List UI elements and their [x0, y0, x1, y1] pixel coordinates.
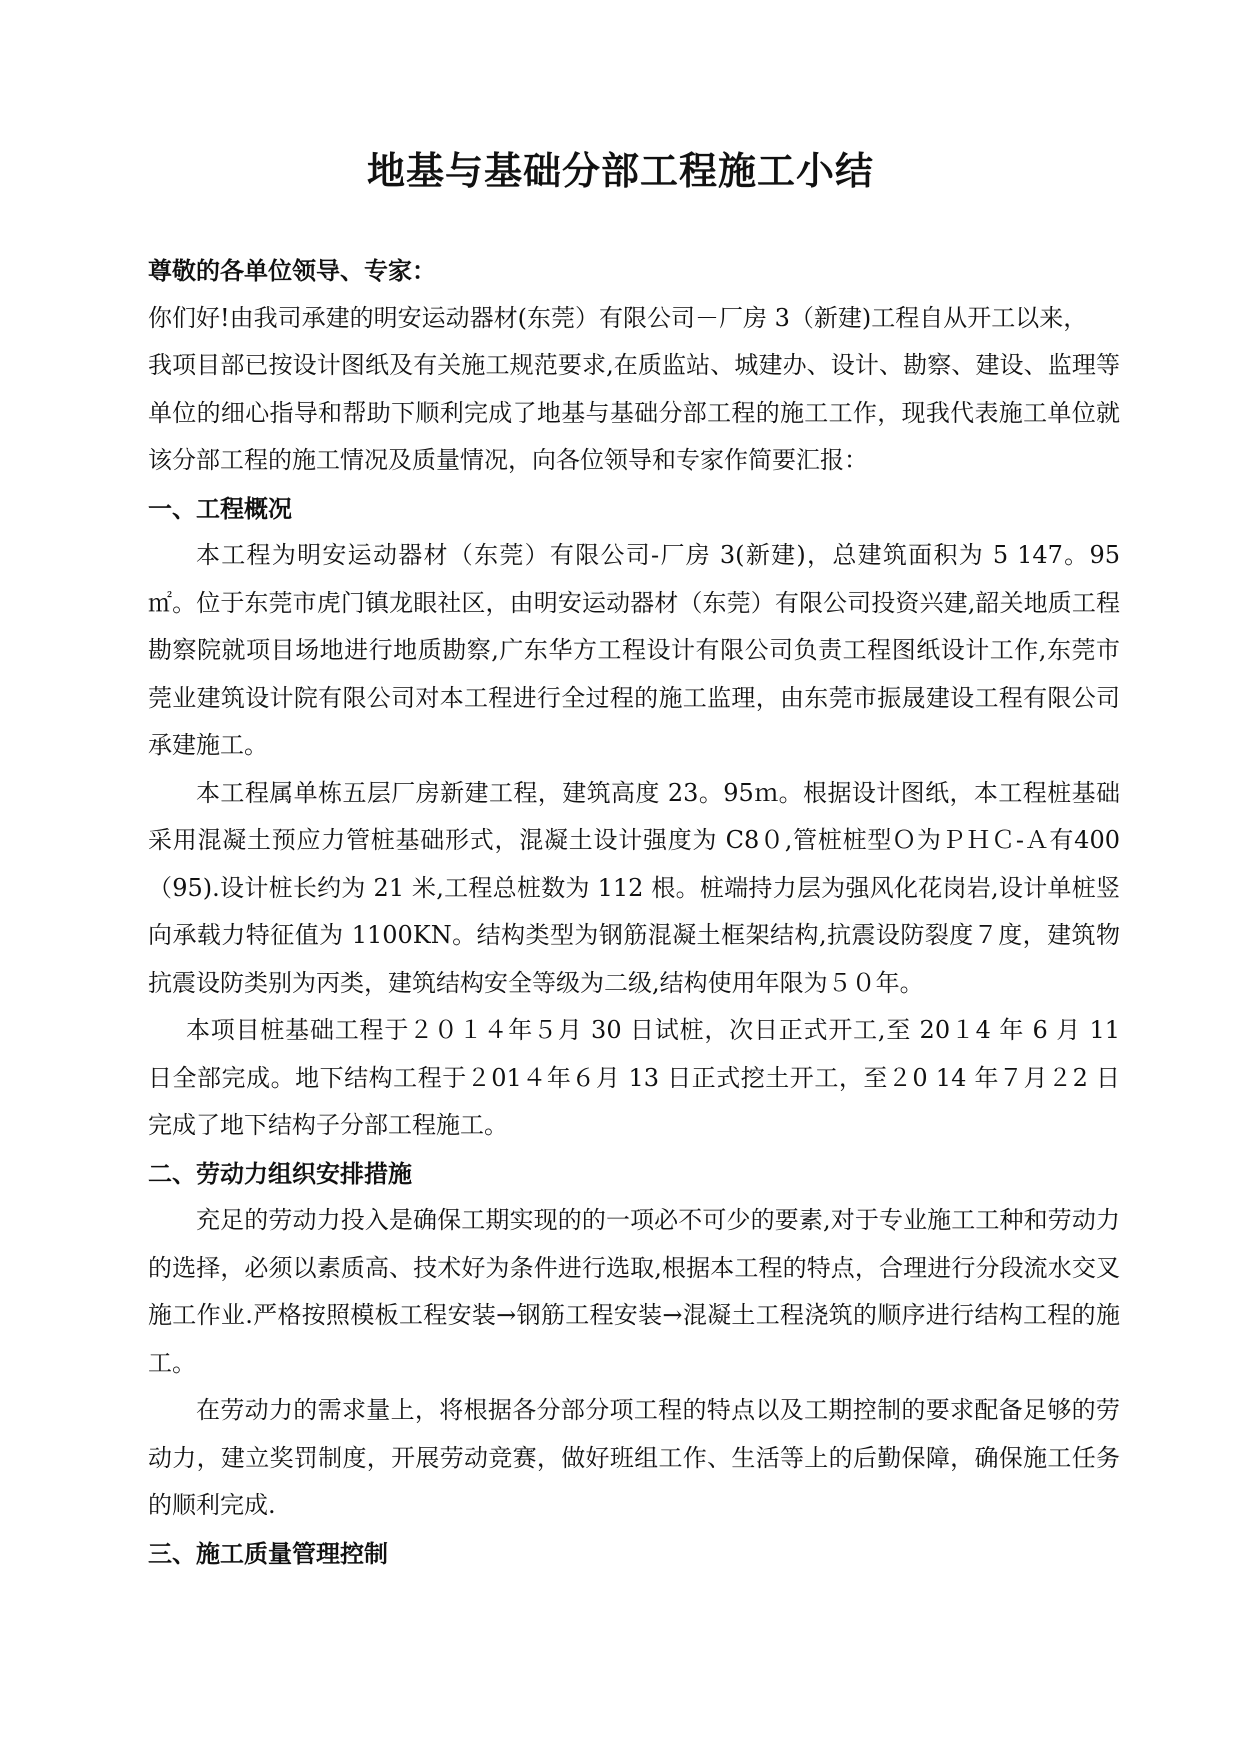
intro-paragraph: 我项目部已按设计图纸及有关施工规范要求,在质监站、城建办、设计、勘察、建设、监理等单位的细心指导和帮助下顺利完成了地基与基础分部工程的施工工作，现我代表施工单位就该分部工程的施工情况及质量情况，向各位领导和专家作简要汇报： [148, 351, 1120, 474]
salutation: 尊敬的各单位领导、专家： [148, 256, 436, 285]
intro-first-line: 你们好!由我司承建的明安运动器材(东莞）有限公司－厂房 3（新建)工程自从开工以来， [148, 303, 1088, 332]
labor-paragraph-1: 充足的劳动力投入是确保工期实现的的一项必不可少的要素,对于专业施工工种和劳动力的选择，必须以素质高、技术好为条件进行选取,根据本工程的特点，合理进行分段流水交叉施工作业.严格按照模板工程安装→钢筋工程安装→混凝土工程浇筑的顺序进行结构工程的施工。 [148, 1206, 1120, 1377]
overview-paragraph-3: 本项目桩基础工程于２０１４年５月 30 日试桩，次日正式开工,至 20１4 年 6 月 11 日全部完成。地下结构工程于２01４年６月 13 日正式挖土开工，至２0 14 年７月２2 日完成了地下结构子分部工程施工。 [148, 1016, 1120, 1139]
section-heading-overview: 一、工程概况 [148, 493, 292, 523]
labor-paragraph-2: 在劳动力的需求量上，将根据各分部分项工程的特点以及工期控制的要求配备足够的劳动力，建立奖罚制度，开展劳动竞赛，做好班组工作、生活等上的后勤保障，确保施工任务的顺利完成. [148, 1396, 1120, 1519]
section-heading-quality: 三、施工质量管理控制 [148, 1538, 388, 1568]
overview-paragraph-2: 本工程属单栋五层厂房新建工程，建筑高度 23。95ｍ。根据设计图纸，本工程桩基础采用混凝土预应力管桩基础形式，混凝土设计强度为 C8０,管桩桩型Ｏ为ＰＨＣ-Ａ有400（95).设计桩长约为 21 米,工程总桩数为 112 根。桩端持力层为强风化花岗岩,设计单桩竖向承载力特征值为 1100KN。结构类型为钢筋混凝土框架结构,抗震设防裂度７度，建筑物抗震设防类别为丙类，建筑结构安全等级为二级,结构使用年限为５０年。 [148, 778, 1120, 997]
document-body [148, 247, 1120, 1577]
overview-paragraph-1: 本工程为明安运动器材（东莞）有限公司-厂房 3(新建)，总建筑面积为 5 147。95㎡。位于东莞市虎门镇龙眼社区，由明安运动器材（东莞）有限公司投资兴建,韶关地质工程勘察院就项目场地进行地质勘察,广东华方工程设计有限公司负责工程图纸设计工作,东莞市莞业建筑设计院有限公司对本工程进行全过程的施工监理，由东莞市振晟建设工程有限公司承建施工。 [148, 541, 1120, 759]
document-title: 地基与基础分部工程施工小结 [366, 148, 874, 193]
section-heading-labor: 二、劳动力组织安排措施 [148, 1158, 412, 1188]
